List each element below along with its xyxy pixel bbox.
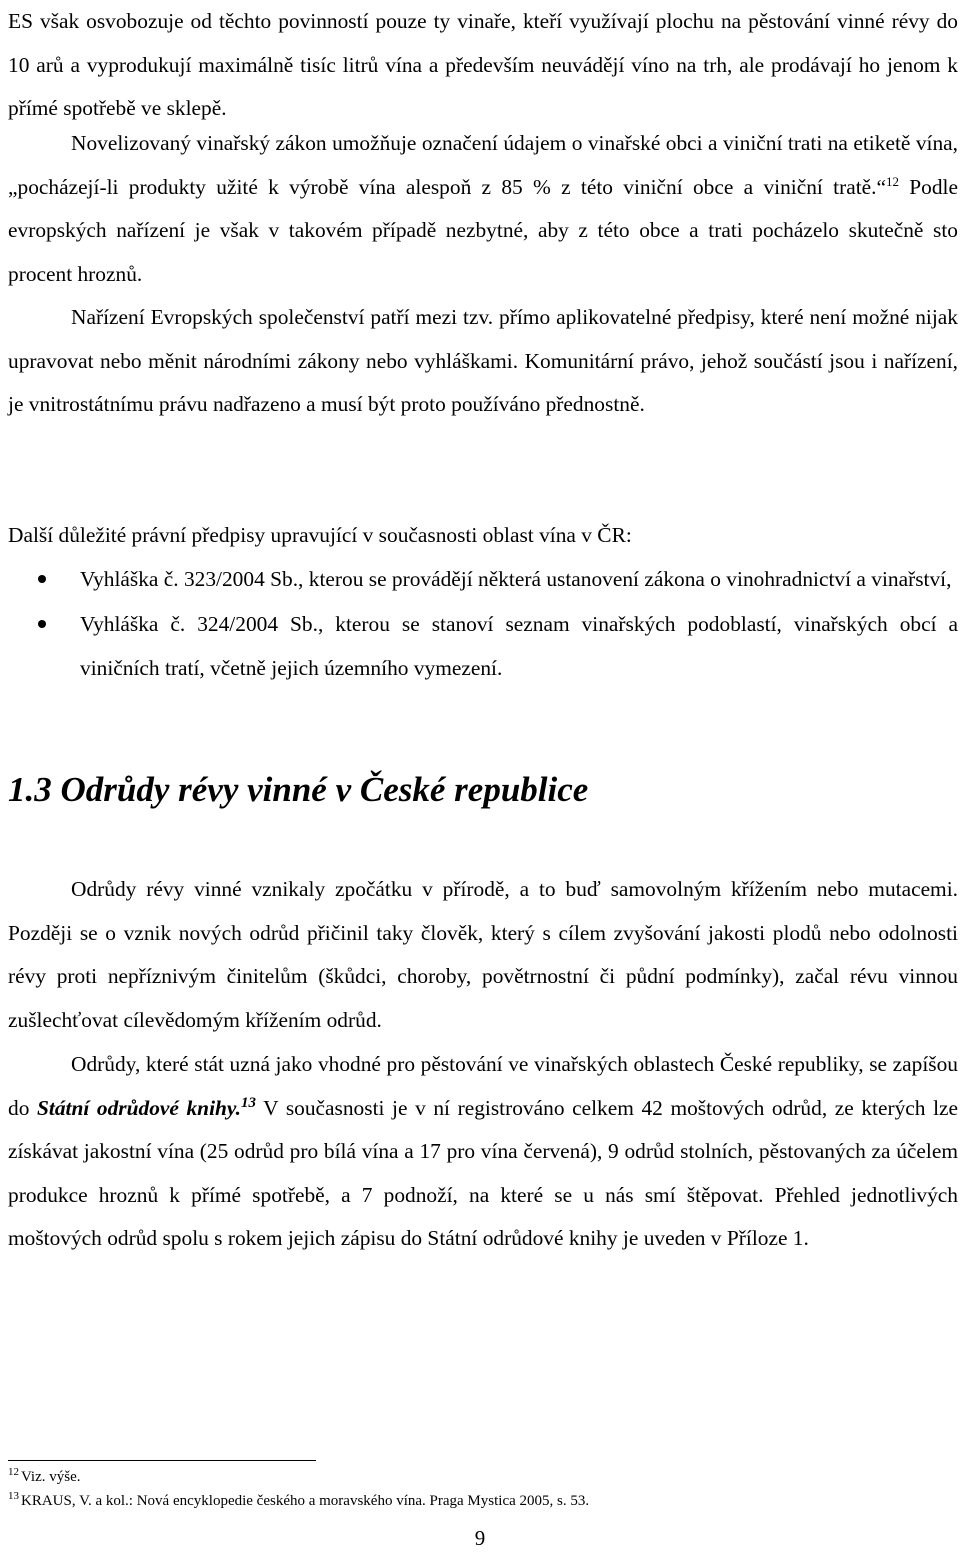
paragraph-text-cont: Podle evropských nařízení je však v takovém případě nezbytné, aby z této obce a trati pocházelo skutečně sto procent hroznů.: [8, 174, 958, 286]
footnote-text: Viz. výše.: [21, 1469, 81, 1485]
bullet-icon: [38, 575, 46, 583]
paragraph-novelized-law: [8, 122, 958, 296]
bullet-icon: [38, 620, 46, 628]
paragraph-text: Nařízení Evropských společenství patří mezi tzv. přímo aplikovatelné předpisy, které není možné nijak upravovat nebo měnit národními zákony nebo vyhláškami. Komunitární právo, jehož součástí jsou i nařízení, je vnitrostátnímu právu nadřazeno a musí být proto používáno přednostně.: [8, 305, 958, 417]
list-item: [8, 557, 958, 602]
footnote-number: 13: [8, 1490, 19, 1502]
paragraph-text: Další důležité právní předpisy upravující v současnosti oblast vína v ČR:: [8, 523, 632, 547]
paragraph-varieties-origin: [8, 868, 958, 1042]
footnote-ref-12[interactable]: 12: [885, 173, 899, 189]
paragraph-ec-regulations: [8, 296, 958, 427]
paragraph-text-cont: V současnosti je v ní registrováno celkem 42 moštových odrůd, ze kterých lze získávat jakostní vína (25 odrůd pro bílá vína a 17 pro vína červená), 9 odrůd stolních, pěstovaných za účelem produkce hroznů k přímé spotřebě, a 7 podnoží, na které se u nás smí štěpovat. Přehled jednotlivých moštových odrůd spolu s rokem jejich zápisu do Státní odrůdové knihy je uveden v Příloze 1.: [8, 1095, 958, 1251]
emphasis-state-variety-book: Státní odrůdové knihy.: [36, 1095, 241, 1120]
paragraph-state-variety-book: [8, 1043, 958, 1261]
footnote-separator: [8, 1460, 316, 1461]
footnote-ref-13[interactable]: 13: [240, 1094, 256, 1111]
list-item: [8, 602, 958, 691]
regulations-list: [8, 557, 958, 691]
footnote-number: 12: [8, 1466, 19, 1478]
paragraph-text: ES však osvobozuje od těchto povinností pouze ty vinaře, kteří využívají plochu na pěstování vinné révy do 10 arů a vyprodukují maximálně tisíc litrů vína a především neuvádějí víno na trh, ale prodávají ho jenom k přímé spotřebě ve sklepě.: [8, 9, 958, 121]
paragraph-other-regulations: [8, 514, 958, 558]
paragraph-es-exemption: [8, 0, 958, 131]
list-item-text: Vyhláška č. 324/2004 Sb., kterou se stanoví seznam vinařských podoblastí, vinařských obcí a viničních tratí, včetně jejich územního vymezení.: [80, 611, 958, 680]
footnote-text: KRAUS, V. a kol.: Nová encyklopedie českého a moravského vína. Praga Mystica 2005, s. 53.: [21, 1493, 590, 1509]
paragraph-text: Novelizovaný vinařský zákon umožňuje označení údajem o vinařské obci a viniční trati na etiketě vína, „pocházejí-li produkty užité k výrobě vína alespoň z 85 % z této viniční obce a viniční tratě.“: [8, 131, 958, 199]
paragraph-text: Odrůdy, které stát uzná jako vhodné pro pěstování ve vinařských oblastech České republiky, se zapíšou do: [8, 1052, 958, 1120]
page-number: 9: [474, 1526, 486, 1550]
footnote-12: [8, 1468, 81, 1487]
section-heading: 1.3 Odrůdy révy vinné v České republice: [8, 770, 589, 809]
footnote-13: [8, 1492, 589, 1511]
paragraph-text: Odrůdy révy vinné vznikaly zpočátku v přírodě, a to buď samovolným křížením nebo mutacemi. Později se o vznik nových odrůd přičinil taky člověk, který s cílem zvyšování jakosti plodů nebo odolnosti révy proti nepříznivým činitelům (škůdci, choroby, povětrnostní či půdní podmínky), začal révu vinnou zušlechťovat cílevědomým křížením odrůd.: [8, 877, 958, 1032]
list-item-text: Vyhláška č. 323/2004 Sb., kterou se provádějí některá ustanovení zákona o vinohradnictví a vinařství,: [80, 567, 952, 591]
